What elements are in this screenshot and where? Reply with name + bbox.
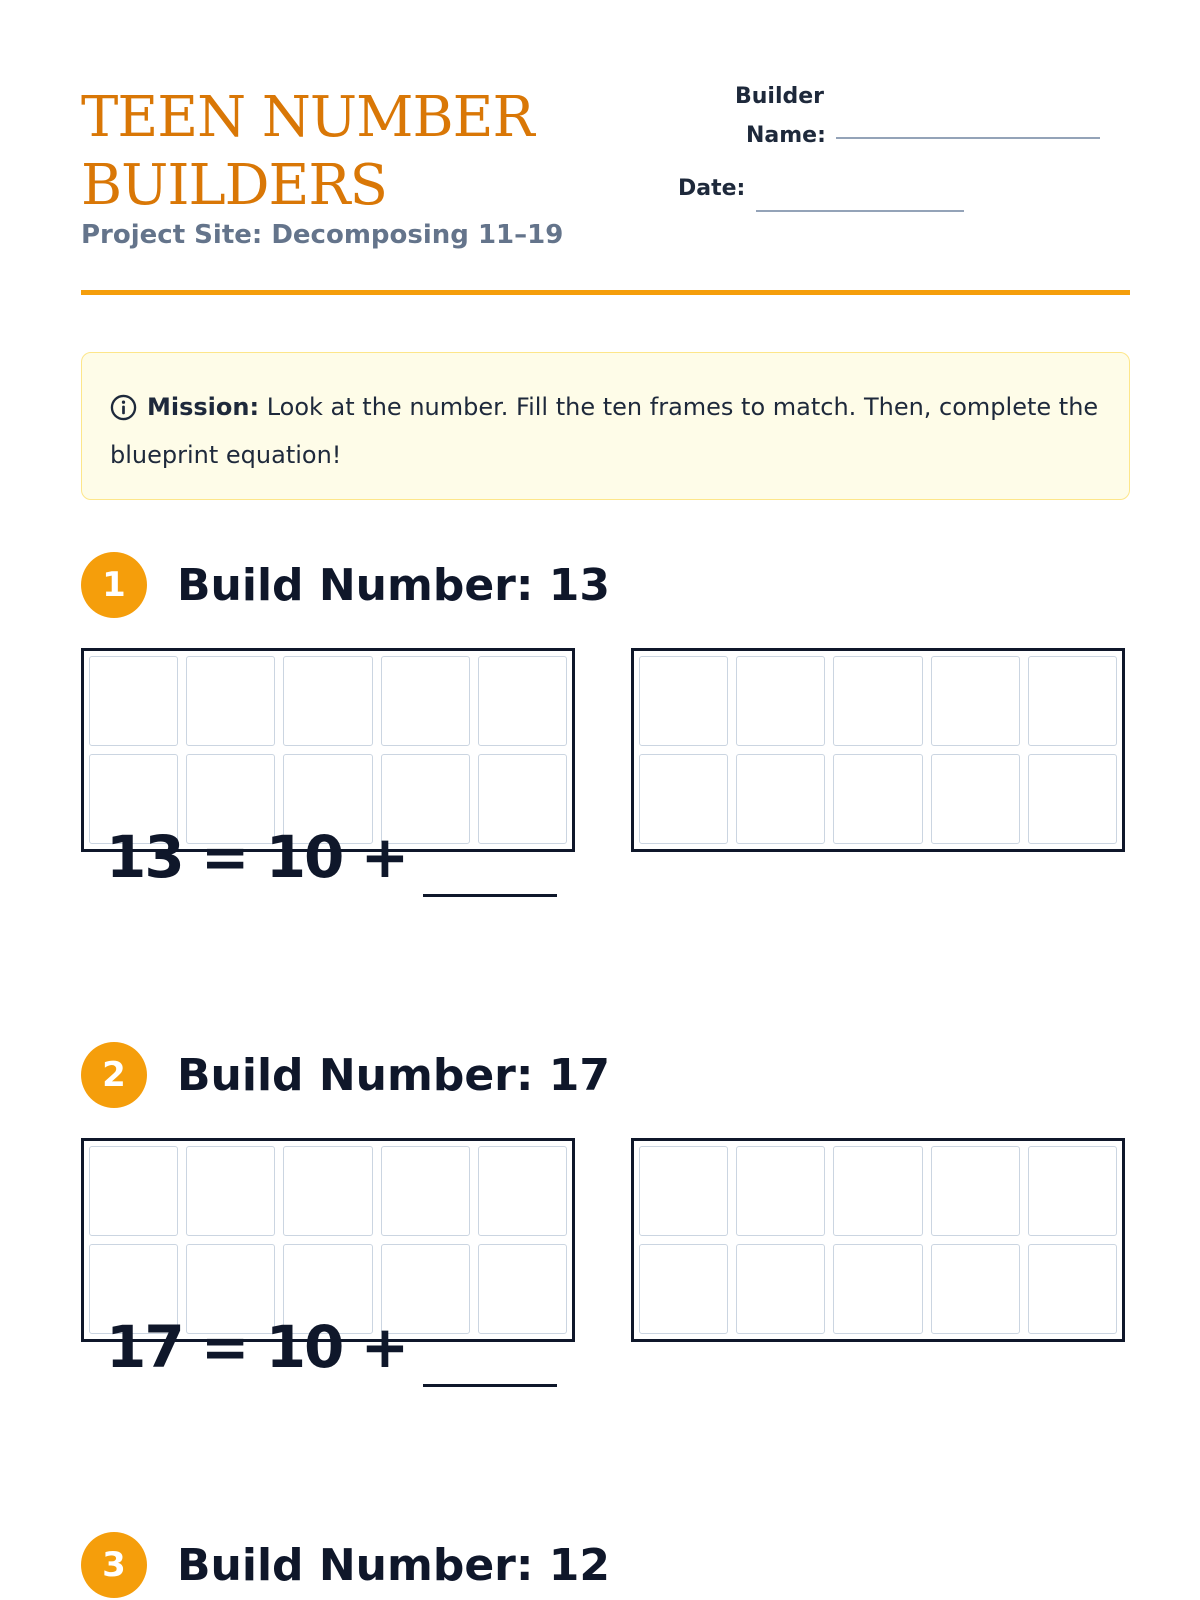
ten-frame-cell[interactable]: [1028, 656, 1117, 746]
ten-frame-cell[interactable]: [736, 1146, 825, 1236]
date-label: Date:: [678, 176, 746, 201]
problem-title: Build Number: 13: [177, 560, 611, 611]
ten-frame-cell[interactable]: [283, 656, 372, 746]
ten-frame-cell[interactable]: [833, 754, 922, 844]
ten-frame-cell[interactable]: [639, 656, 728, 746]
ten-frame-cell[interactable]: [186, 656, 275, 746]
ten-frame-cell[interactable]: [89, 656, 178, 746]
ten-frame-cell[interactable]: [639, 754, 728, 844]
ten-frame-cell[interactable]: [833, 1146, 922, 1236]
problem-1: [81, 552, 1130, 1012]
ten-frame-cell[interactable]: [478, 656, 567, 746]
problem-number-badge: 2: [81, 1042, 147, 1108]
ten-frame-cell[interactable]: [639, 1244, 728, 1334]
info-icon: [110, 394, 137, 421]
ten-frame-cell[interactable]: [283, 1146, 372, 1236]
ten-frame-cell[interactable]: [1028, 1146, 1117, 1236]
ten-frame-cell[interactable]: [931, 1244, 1020, 1334]
ten-frame-cell[interactable]: [931, 1146, 1020, 1236]
ten-frame-cell[interactable]: [89, 1146, 178, 1236]
answer-blank[interactable]: [423, 894, 557, 897]
ten-frame-right: [631, 648, 1125, 852]
ten-frame-cell[interactable]: [833, 1244, 922, 1334]
ten-frame-cell[interactable]: [639, 1146, 728, 1236]
ten-frame-cell[interactable]: [736, 656, 825, 746]
problem-number-badge: 1: [81, 552, 147, 618]
title-line-2: BUILDERS: [81, 153, 387, 218]
ten-frame-cell[interactable]: [736, 1244, 825, 1334]
ten-frame-cell[interactable]: [381, 656, 470, 746]
ten-frame-cell[interactable]: [478, 1146, 567, 1236]
ten-frame-cell[interactable]: [1028, 1244, 1117, 1334]
equation-text: 17 = 10 +: [106, 1313, 408, 1381]
ten-frame-right: [631, 1138, 1125, 1342]
ten-frame-cell[interactable]: [186, 1146, 275, 1236]
header-divider: [81, 290, 1130, 295]
worksheet-header: [81, 0, 1130, 300]
problem-2: [81, 1042, 1130, 1502]
mission-box: [81, 352, 1130, 500]
equation-text: 13 = 10 +: [106, 823, 408, 891]
mission-text: Look at the number. Fill the ten frames to match. Then, complete the blueprint equation!: [110, 393, 1099, 469]
name-label: Name:: [746, 123, 826, 148]
builder-label: Builder: [735, 84, 825, 109]
problem-3: [81, 1532, 1130, 1600]
name-field[interactable]: [836, 137, 1100, 139]
worksheet-subtitle: Project Site: Decomposing 11–19: [81, 220, 564, 250]
ten-frame-cell[interactable]: [381, 1146, 470, 1236]
worksheet-title: [81, 84, 534, 220]
date-field[interactable]: [756, 210, 964, 212]
ten-frame-cell[interactable]: [931, 754, 1020, 844]
equation: [106, 1302, 557, 1392]
ten-frame-cell[interactable]: [736, 754, 825, 844]
worksheet-page: [81, 0, 1130, 1591]
ten-frame-cell[interactable]: [931, 656, 1020, 746]
ten-frame-cell[interactable]: [833, 656, 922, 746]
title-line-1: TEEN NUMBER: [81, 85, 534, 150]
problem-number-badge: 3: [81, 1532, 147, 1598]
ten-frame-cell[interactable]: [1028, 754, 1117, 844]
problem-title: Build Number: 17: [177, 1050, 611, 1101]
problem-title: Build Number: 12: [177, 1540, 611, 1591]
answer-blank[interactable]: [423, 1384, 557, 1387]
equation: [106, 812, 557, 902]
mission-label: Mission:: [147, 393, 260, 421]
